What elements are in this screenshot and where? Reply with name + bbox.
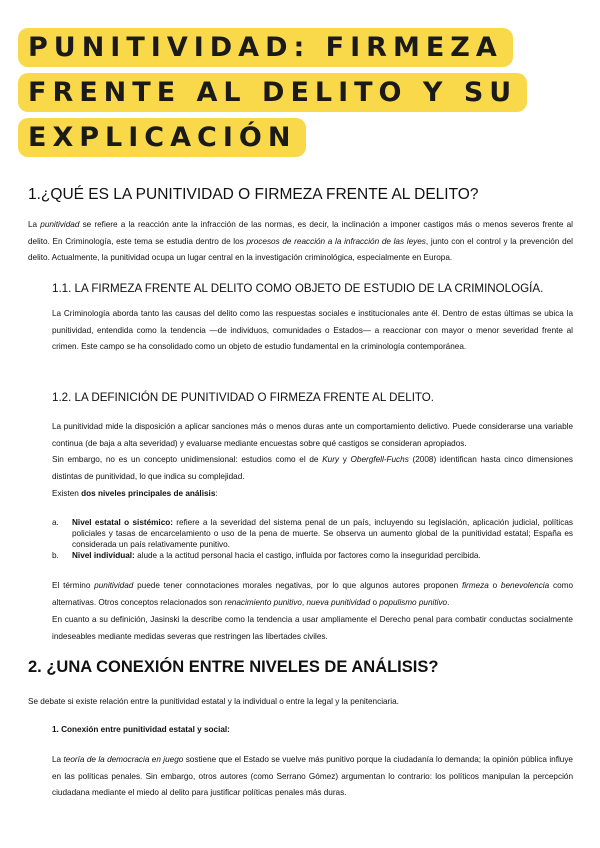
- section1-intro: La punitividad se refiere a la reacción ante la infracción de las normas, es decir, la inclinación a imponer castigos más o menos severos frente al delito. En Criminología, este tema se estudia dentro de los procesos de reacción a la infracción de las leyes, junto con el control y la prevención del delito. Actualmente, la punitividad ocupa un lugar central en la investigación criminológica, especialmente en Europa.: [28, 220, 573, 262]
- title-line-2: FRENTE AL DELITO Y SU: [18, 73, 527, 112]
- subsection-1-2-para4: El término punitividad puede tener connotaciones morales negativas, por lo que algunos autores proponen firmeza o benevolencia como alternativas. Otros conceptos relacionados son renacimiento punitivo, nueva punitividad o populismo punitivo.: [52, 581, 573, 607]
- subsection-1-2-para5: En cuanto a su definición, Jasinski la describe como la tendencia a usar ampliamente el Derecho penal para combatir conductas socialmente indeseables mediante medidas severas que restringen las libertades civiles.: [52, 615, 573, 641]
- section1-heading: 1.¿QUÉ ES LA PUNITIVIDAD O FIRMEZA FRENTE AL DELITO?: [28, 186, 479, 203]
- section2-sub1-heading: 1. Conexión entre punitividad estatal y social:: [52, 725, 230, 734]
- list-item: a. Nivel estatal o sistémico: refiere a la severidad del sistema penal de un país, incluyendo su legislación, aplicación judicial, políticas policiales y tasas de encarcelamiento o uso de la pena de muerte. Se observa un aumento global de la punitividad estatal; España es considerada un país relativamente punitivo.: [52, 518, 573, 549]
- subsection-1-1-text: La Criminología aborda tanto las causas del delito como las respuestas sociales e institucionales ante él. Dentro de estas últimas se ubica la punitividad, entendida como la tendencia —de individuos, comunidades o Estados— a reaccionar con mayor o menor severidad frente al crimen. Este campo se ha consolidado como un objeto de estudio fundamental en la criminología contemporánea.: [52, 309, 573, 351]
- subsection-1-1-heading: 1.1. LA FIRMEZA FRENTE AL DELITO COMO OBJETO DE ESTUDIO DE LA CRIMINOLOGÍA.: [52, 282, 544, 295]
- title-line-3: EXPLICACIÓN: [18, 118, 306, 157]
- subsection-1-2-para2: Sin embargo, no es un concepto unidimensional: estudios como el de Kury y Obergfell-Fuchs (2008) identifican hasta cinco dimensiones distintas de punitividad, lo que indica su complejidad.: [52, 455, 573, 481]
- section2-intro: Se debate si existe relación entre la punitividad estatal y la individual o entre la legal y la penitenciaria.: [28, 697, 399, 706]
- levels-list: [52, 517, 573, 561]
- list-item: b. Nivel individual: alude a la actitud personal hacia el castigo, influida por factores como la inseguridad percibida.: [52, 551, 481, 560]
- subsection-1-2-para3: Existen dos niveles principales de análisis:: [52, 489, 218, 498]
- section2-sub1-text: La teoría de la democracia en juego sostiene que el Estado se vuelve más punitivo porque la ciudadanía lo demanda; la opinión pública influye en las políticas penales. Sin embargo, otros autores (como Serrano Gómez) argumentan lo contrario: los políticos manipulan la percepción ciudadana mediante el miedo al delito para justificar políticas penales más duras.: [52, 755, 573, 797]
- subsection-1-2-para1: La punitividad mide la disposición a aplicar sanciones más o menos duras ante un comportamiento delictivo. Puede considerarse una variable continua (de baja a alta severidad) y evaluarse mediante encuestas sobre qué castigos se consideran apropiados.: [52, 422, 573, 448]
- section2-heading: 2. ¿UNA CONEXIÓN ENTRE NIVELES DE ANÁLISIS?: [28, 658, 439, 676]
- title-block: [18, 28, 588, 163]
- subsection-1-2-heading: 1.2. LA DEFINICIÓN DE PUNITIVIDAD O FIRMEZA FRENTE AL DELITO.: [52, 391, 435, 404]
- title-line-1: PUNITIVIDAD: FIRMEZA: [18, 28, 513, 67]
